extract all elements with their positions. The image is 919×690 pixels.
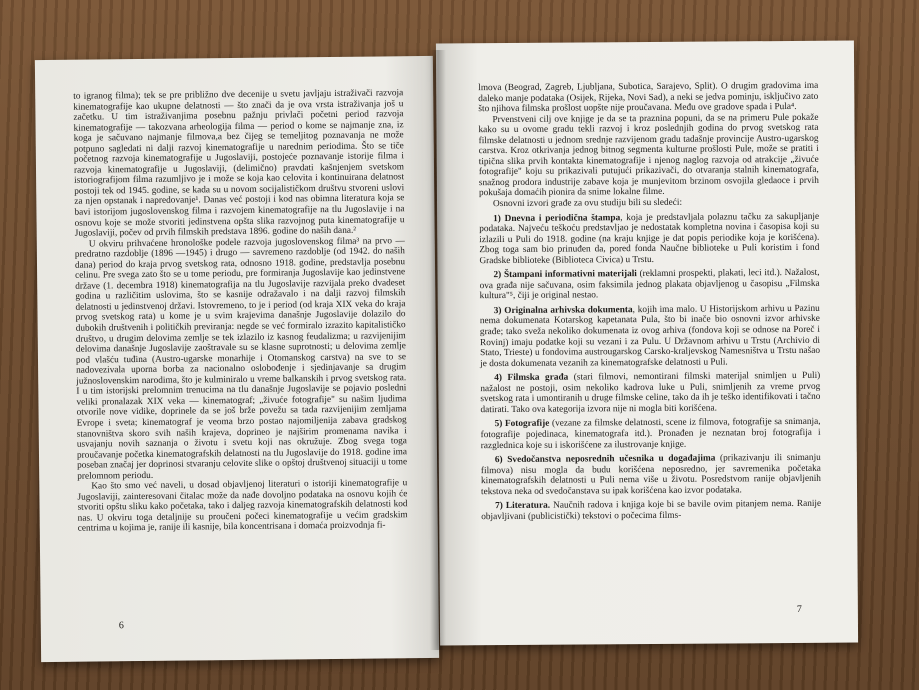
source-text: , koja je predstavljala polaznu tačku za sakupljanje podataka. Najveću teškoću predstavljao je nedostatak kompletna novina i časopisa koji su izlazili u Puli do 1918. godine (na kraju knjige je dat popis periodike koja je korišćena). Zbog toga sam bio prinuđen da, pored fonda Naučne biblioteke u Puli koristim i fond Gradske biblioteke (Biblioteca Civica) u Trstu.	[479, 211, 820, 266]
paragraph: lmova (Beograd, Zagreb, Ljubljana, Subotica, Sarajevo, Split). O drugim gradovima ima daleko manje podataka (Osijek, Rijeka, Novi Sad), a neki se jedva pominju, isključivo zato što njihova filmska prošlost uopšte nije proučavana. Među ove gradove spada i Pula⁴.	[478, 80, 819, 115]
paragraph: Prvenstveni cilj ove knjige je da se ta praznina popuni, da se na primeru Pule pokaže kako su u ovome gradu tekli razvoj i kroz poslednjih godina do prvog svetskog rata filmske delatnosti u jednom srednje razvijenom gradu tadašnje provincije Austro-ugarskog carstva. Kroz otkrivanja jednog bitnog segmenta kulturne prošlosti Pule, može se pratiti i tipična slika prvih kontakta kinematografije i njenog naglog razvoja od atrakcije „živuće fotografije" koju su prikazivali putujući prikazivači, do otvaranja stalnih kinematografa, snažnog prodora industrije zabave koja je munjevitom brzinom osvojila gledaoce i prvih pokušaja domaćih pionira da snime lokalne filme.	[478, 112, 819, 199]
source-item	[481, 417, 821, 451]
source-item	[480, 371, 820, 416]
source-text: (prikazivanju ili snimanju filmova) nisu mogla da budu korišćena neposredno, jer savremenika početaka kinematografskih delatnosti u Puli nema više u životu. Posredstvom ranije objavljenih tekstova neka od svedočanstava su ipak korišćena kao izvor podataka.	[480, 452, 821, 497]
paragraph: U okviru prihvaćene hronološke podele razvoja jugoslovenskog filma³ na prvo — predratno razdoblje (1896 —1945) i drugo — savremeno razdoblje (od 1942. do naših dana) period do kraja prvog svetskog rata, odnosno 1918. godine, predstavlja posebnu celinu. Pre svega zato što se u tome periodu, pre formiranja Jugoslavije kao jedinstvene države (1. decembra 1918) kinematografija na tlu Jugoslavije razvijala preko dvadeset godina u različitim uslovima, što se kasnije odražavalo i na dalji razvoj filmskih delatnosti u jedinstvenoj državi. Istovremeno, to je i period (od kraja XIX veka do kraja prvog svetskog rata) u kome je u svim krajevima današnje Jugoslavije dolazilo do dubokih društvenih i političkih previranja: negde se već formiralo izrazito kapitalističko društvo, u drugim delovima zemlje se tek izlazilo iz kasnog feudalizma; u razvijenijim delovima današnje Jugoslavije zaoštravale su se klasne suprotnosti; u delovima zemlje pod vlašću tuđina (Austro-ugarske monarhije i Otomanskog carstva) na sve to se nadovezivala upornа borba za nacionalno oslobođenje i sjedinjavanje sa drugim južnoslovenskim narodima, što je kulminiralo u vreme balkanskih i prvog svetskog rata. I u tim istorijski prelomnim trenucima na tlu današnje Jugoslavije se pojavio posledni veliki pronalazak XIX veka — kinematograf; „živuće fotografije" su našim ljudima otvorile nove vidike, doprinele da se još brže povežu sa tada razvijenijim zemljama Evrope i sveta; kinematograf je veoma brzo postao najomiljenija zabava gradskog stanovništva skoro svih naših krajeva, doprineo je najširim promenama navika i usvajanju novih saznanja o životu i svetu koji nas okružuje. Zbog svega toga proučavanje početka kinematografskih delatnosti na tlu Jugoslavije do 1918. godine ima poseban značaj jer doprinosi stvaranju celovite slike o opštoj društvenoj situaciji u tome prelomnom periodu.	[74, 235, 408, 482]
source-title: 3) Originalna arhivska dokumenta	[493, 305, 633, 317]
source-item	[480, 304, 820, 370]
left-page	[35, 56, 439, 662]
source-text: , kojih ima malo. U Historijskom arhivu u Pazinu nema dokumenata Kotarskog kapetanata Pula, što bi inače bio osnovni izvor arhivske građe; tako sveža nekoliko dokumenata iz ovog arhiva (fondova koji se odnose na Poreč i Rovinj) imaju podatke koji su vezani i za Pulu. U Državnom arhivu u Trstu (Archivio di Stato, Trieste) u fondovima austrougarskog Carsko-kraljevskog Namesništva u Trstu našao je dosta dokumenata vezanih za kinematografske delatnosti u Puli.	[479, 303, 821, 369]
right-text-column	[478, 81, 821, 523]
source-text: (stari filmovi, nemontirani filmski materijal snimljen u Puli) nažalost ne postoji, osim nekoliko kadrova luke u Puli, snimljenih za vreme prvog svetskog rata i umontiranih u druge filmske celine, tako da ih je teško identifikovati i tačno datirati. Tako ova kategorija izvora nije ni mogla biti korišćena.	[480, 371, 821, 416]
left-text-column	[73, 88, 408, 534]
paragraph: to igranog filma); tek se pre približno dve decenije u svetu javljaju istraživači razvoja kinematografije kao ukupne delatnosti — što znači da je ova vrsta istraživanja još u začetku. U tim istraživanjima posebnu pažnju privlači početni period razvoja kinematografije — takozvana arheologija filma — period o kome se najmanje zna, iz koga je sačuvano najmanje filmova,a bez čijeg se temeljitog poznavanja ne može potpuno sagledati ni dalji razvoj kinematografije u narednim periodima. Što se tiče početnog razvoja kinematografije u Jugoslaviji, postojeće poznavanje istorije filma i razvoja kinematografije u Jugoslaviji, (delimično) pravdati kašnjenjem svetskom istoriografijom filma razumljivo je i može se koja kao celovita i kontinuirana delatnost postoji tek od 1945. godine, se kada su u novom socijalističkom društvu stvoreni uslovi za njen opstanak i napredovanje¹. Danas već postoji i kod nas obimna literatura koja se bavi istorijom jugoslovenskog filma i razvojem kinematografije na tlu Jugoslavije i na osnovu koje se može stvoriti jedinstvena opšta slika razvojnog puta kinematografije u Jugoslaviji, počev od prvih filmskih predstava 1896. godine do naših dana.²	[73, 88, 405, 239]
source-text: (vezane za filmske delatnosti, scene iz filmova, fotografije sa snimanja, fotografije pojedinaca, kinematografa itd.). Pronađen je neznatan broj fotografija i razglednica koje su i iskorišćene za ilustrovanje knjige.	[480, 417, 821, 451]
source-title: 4) Filmska građa	[494, 372, 569, 384]
source-item	[481, 499, 821, 522]
source-title: 2) Štampani informativni materijali	[493, 269, 637, 281]
source-text: (reklamni prospekti, plakati, leci itd.). Nažalost, ova građa nije sačuvana, osim faksimila jednog plakata objavljenog u časopisu „Filmska kultura"⁵, čiji je original nestao.	[479, 268, 820, 302]
source-item	[479, 268, 819, 302]
source-title: 5) Fotografije	[494, 419, 550, 430]
source-text: Naučnih radova i knjiga koje bi se bavile ovim pitanjem nema. Ranije objavljivani (publicistički) tekstovi o počecima films-	[481, 499, 822, 522]
paragraph: Kao što smo već naveli, u dosad objavljenoj literaturi o istoriji kinematografije u Jugoslaviji, zainteresovani čitalac može da nađe dovoljno podataka na osnovu kojih će stvoriti opštu sliku kako početaka, tako i daljeg razvoja kinematografskih delatnosti kod nas. U okviru toga detaljnije su proučeni počeci kinematografije u većim gradskim centrima u kojima je, ranije ili kasnije, bila koncentrisana i domaća proizvodnja fi-	[77, 478, 408, 535]
source-item	[479, 211, 819, 266]
page-number: 6	[118, 620, 124, 632]
source-title: 6) Svedočanstva neposrednih učesnika u događajima	[494, 453, 716, 466]
book-gutter	[430, 50, 446, 650]
source-item	[481, 453, 821, 498]
paragraph: Osnovni izvori građe za ovu studiju bili su sledeći:	[492, 197, 683, 210]
page-number: 7	[796, 603, 802, 615]
right-page	[436, 41, 858, 646]
source-title: 1) Dnevna i periodična štampa	[493, 212, 621, 224]
source-title: 7) Literatura.	[495, 500, 551, 512]
